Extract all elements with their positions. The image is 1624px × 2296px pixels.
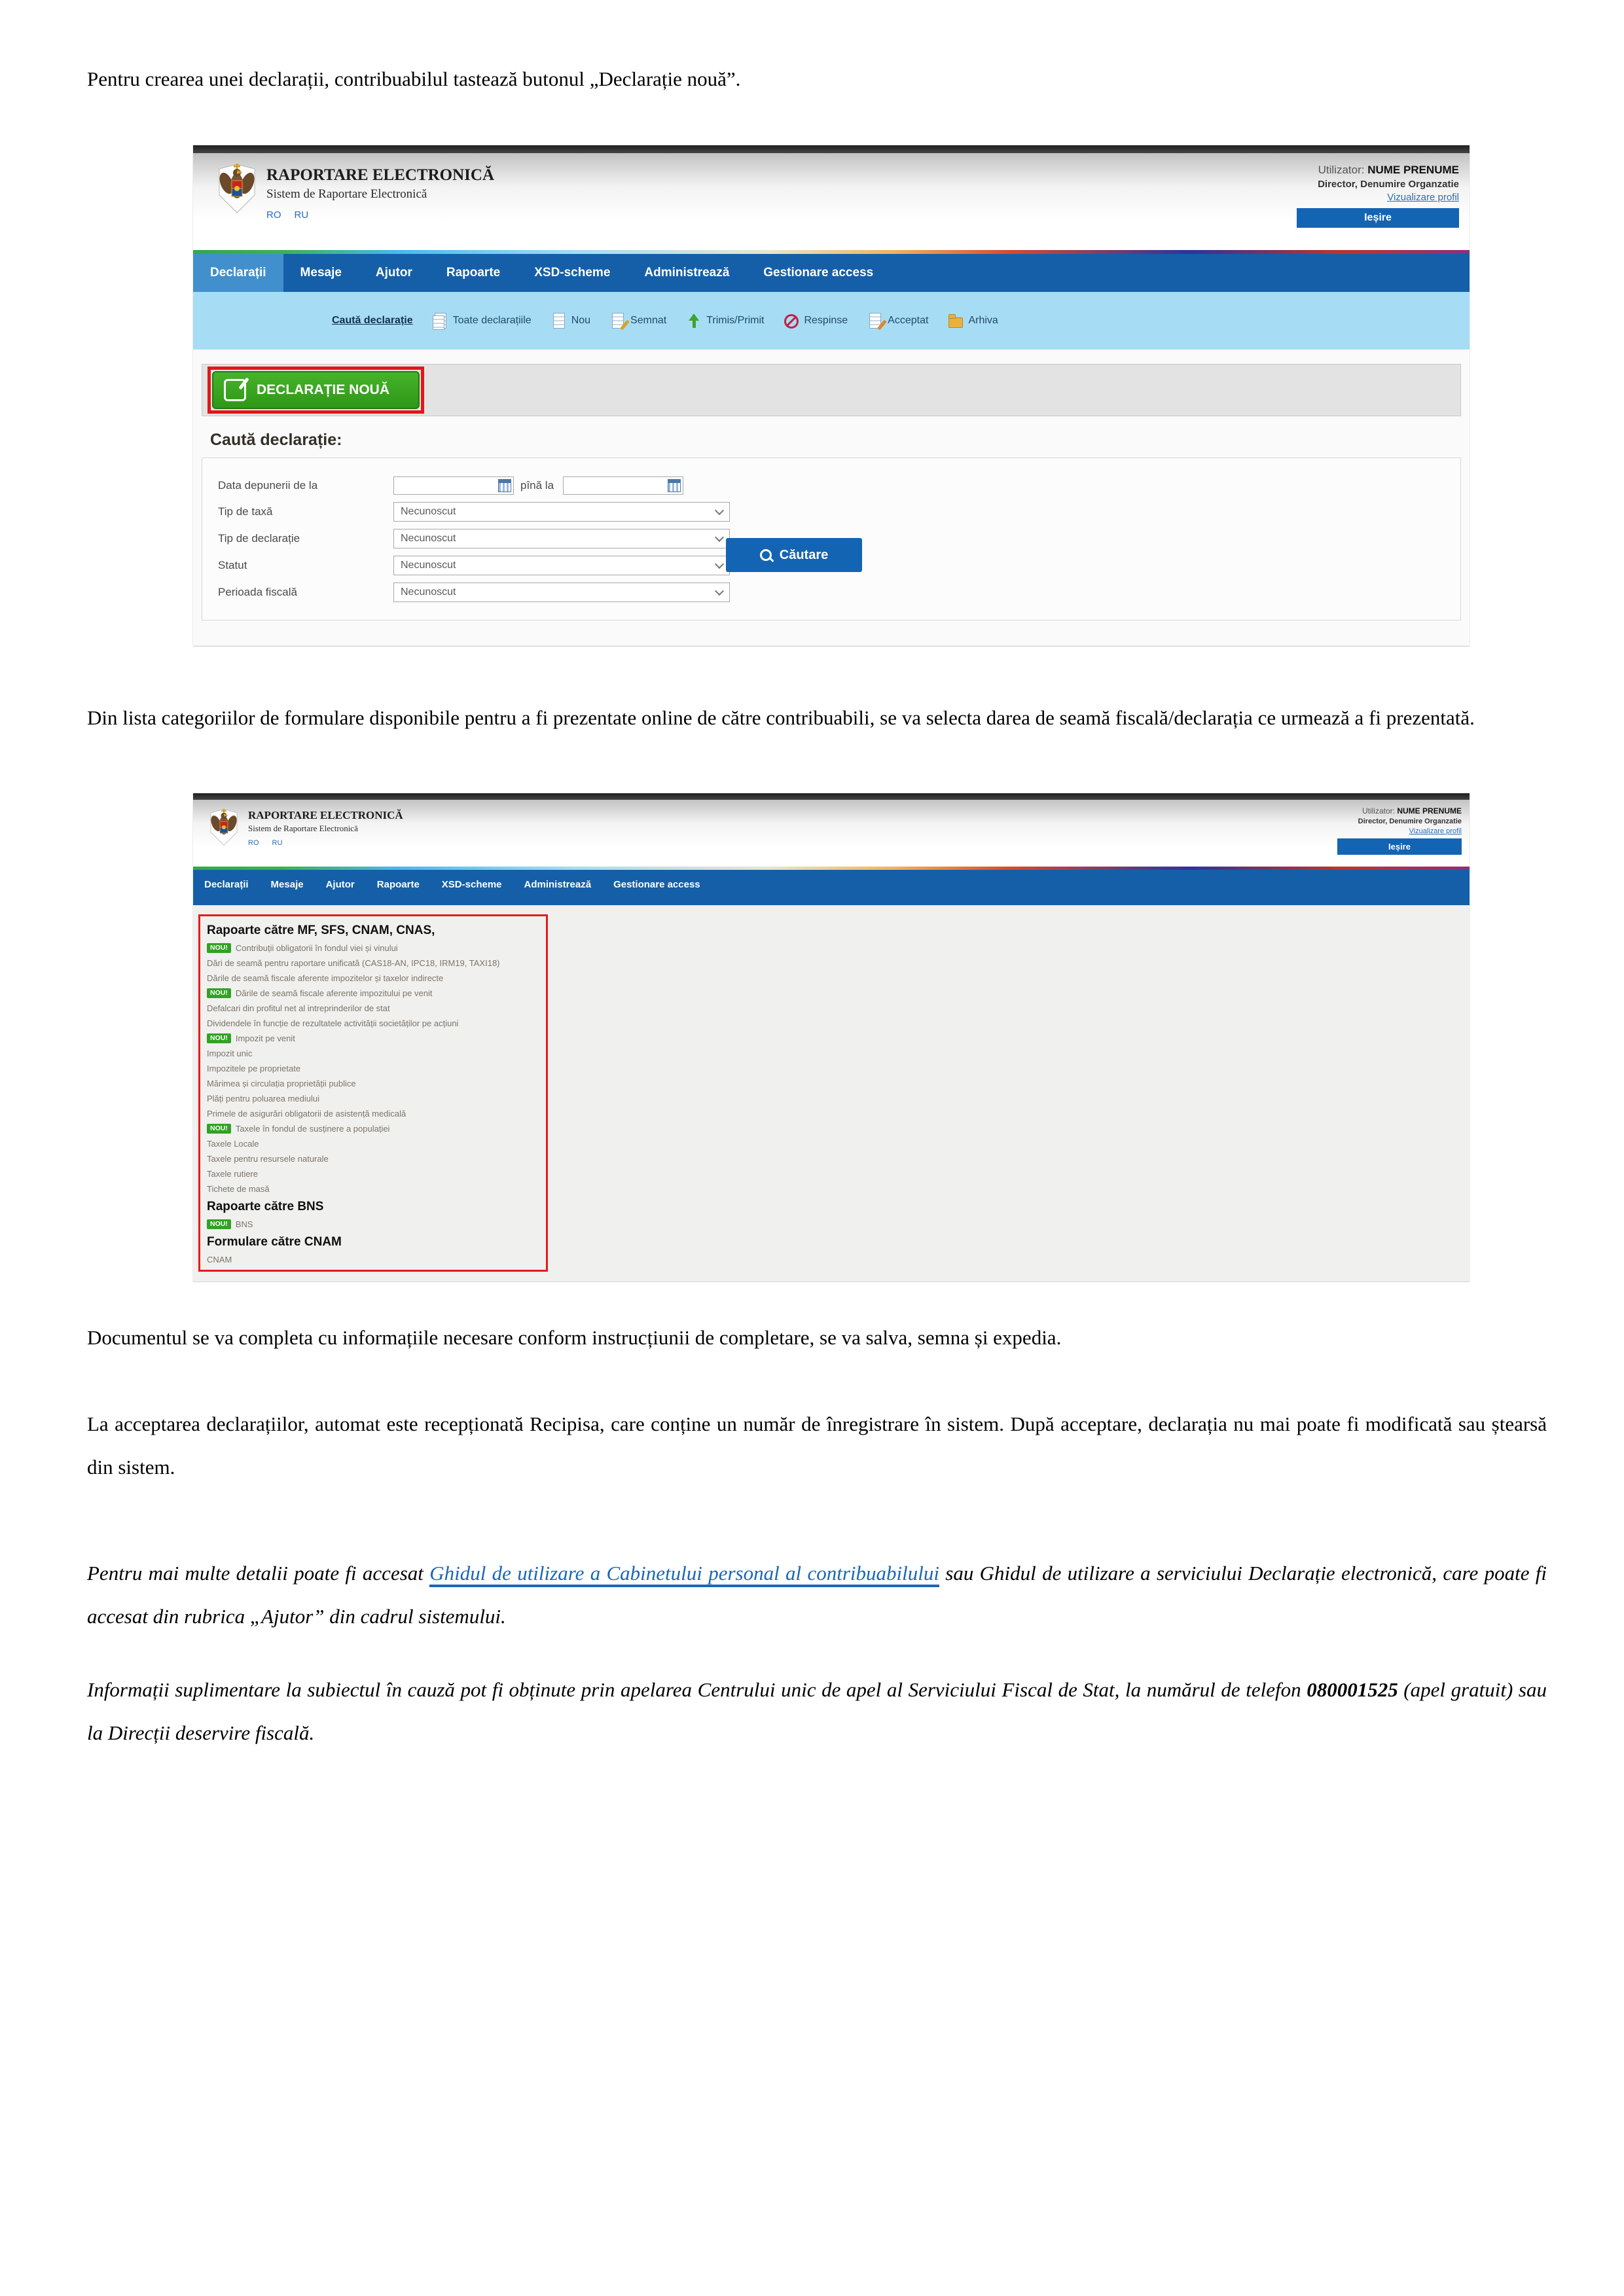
app-subtitle: Sistem de Raportare Electronică <box>248 823 358 833</box>
category-row <box>207 1196 539 1217</box>
category-row <box>207 1076 539 1091</box>
user-info <box>1337 806 1462 855</box>
category-item-label[interactable]: Rapoarte către BNS <box>207 1199 324 1213</box>
toolbar-item-icon <box>433 312 448 330</box>
paragraph-complete-document: Documentul se va completa cu informațiile necesare conform instrucțiunii de completare, se va salva, semna și expedia. <box>87 1326 1062 1349</box>
search-button[interactable] <box>726 538 862 572</box>
toolbar-item-label: Semnat <box>630 315 667 326</box>
toolbar-item[interactable] <box>610 312 666 330</box>
call-center-text-suffix: (apel gratuit) sau la Direcții deservire fiscală. <box>87 1678 1547 1744</box>
nou-badge: NOU! <box>207 1124 231 1134</box>
logout-button[interactable]: Ieșire <box>1297 208 1459 228</box>
toolbar-item[interactable] <box>332 315 413 327</box>
category-row <box>207 941 539 956</box>
search-form-panel <box>202 457 1461 620</box>
nav-item[interactable]: XSD-scheme <box>441 879 502 890</box>
nav-item[interactable]: Gestionare access <box>763 266 874 279</box>
logout-button[interactable]: Ieșire <box>1337 838 1462 855</box>
nou-badge: NOU! <box>207 1033 231 1043</box>
screenshot-category-list <box>193 793 1470 1281</box>
category-row <box>207 1181 539 1196</box>
filter-select-value: Necunoscut <box>401 506 456 517</box>
filter-select-value: Necunoscut <box>401 560 456 571</box>
category-row <box>207 1121 539 1136</box>
category-item-label[interactable]: Taxele Locale <box>207 1139 259 1149</box>
toolbar-item[interactable] <box>551 312 590 330</box>
category-row <box>207 920 539 941</box>
chevron-down-icon <box>715 586 724 596</box>
toolbar-item-icon <box>610 312 626 330</box>
nou-badge: NOU! <box>207 943 231 953</box>
paragraph-category-selection: Din lista categoriilor de formulare disponibile pentru a fi prezentate online de către contribuabili, se va selecta darea de seamă fiscală/declarația ce urmează a fi prezentată. <box>87 706 1475 729</box>
search-button-label: Căutare <box>779 547 829 562</box>
user-label: Utilizator: <box>1362 806 1395 816</box>
filter-label: Tip de taxă <box>218 505 273 518</box>
guides-text-prefix: Pentru mai multe detalii poate fi accesat <box>87 1562 430 1585</box>
guide-link[interactable]: Ghidul de utilizare a Cabinetului personal al contribuabilului <box>429 1562 939 1587</box>
browser-top-strip <box>193 793 1470 800</box>
category-item-label[interactable]: Plăți pentru poluarea mediului <box>207 1094 319 1103</box>
browser-top-strip <box>193 145 1470 153</box>
toolbar-item[interactable] <box>948 312 998 330</box>
category-item-label[interactable]: Tichete de masă <box>207 1184 270 1194</box>
highlight-red-frame <box>208 367 424 414</box>
toolbar-item[interactable] <box>686 312 764 330</box>
toolbar-item[interactable] <box>784 312 848 330</box>
nav-item[interactable]: Rapoarte <box>446 266 501 279</box>
filter-row <box>218 583 1445 602</box>
category-item-label[interactable]: Taxele pentru resursele naturale <box>207 1154 329 1164</box>
category-row <box>207 986 539 1001</box>
user-role: Director, Denumire Organzatie <box>1318 179 1459 190</box>
user-name: NUME PRENUME <box>1397 806 1462 816</box>
user-name: NUME PRENUME <box>1367 164 1459 176</box>
filter-label: Statut <box>218 559 247 571</box>
moldova-coat-of-arms <box>209 808 239 850</box>
category-row <box>207 1106 539 1121</box>
paragraph-intro: Pentru crearea unei declarații, contribuabilul tastează butonul „Declarație nouă”. <box>87 67 741 90</box>
category-item-label[interactable]: Dividendele în funcție de rezultatele activității societăților pe acțiuni <box>207 1018 459 1028</box>
nav-item[interactable]: XSD-scheme <box>534 266 611 279</box>
app-header <box>193 800 1470 867</box>
filter-label: Tip de declarație <box>218 532 300 545</box>
category-item-label[interactable]: Dările de seamă fiscale aferente impozitelor și taxelor indirecte <box>207 973 444 983</box>
app-title: RAPORTARE ELECTRONICĂ <box>266 166 494 184</box>
user-info <box>1297 164 1459 228</box>
main-nav <box>193 870 1470 905</box>
highlight-red-frame <box>198 914 548 1272</box>
category-row <box>207 1061 539 1076</box>
nav-item[interactable]: Mesaje <box>300 266 342 279</box>
category-row <box>207 1016 539 1031</box>
toolbar-item-icon <box>686 312 702 330</box>
category-item-label[interactable]: BNS <box>235 1219 253 1229</box>
category-item-label[interactable]: Impozitele pe proprietate <box>207 1064 301 1073</box>
brand-block <box>248 809 403 847</box>
brand-block <box>266 166 494 221</box>
filter-select[interactable] <box>393 529 730 548</box>
category-item-label[interactable]: CNAM <box>207 1255 232 1265</box>
toolbar-item[interactable] <box>433 312 532 330</box>
category-row <box>207 1046 539 1061</box>
nav-item[interactable]: Administrează <box>524 879 592 890</box>
toolbar-item-icon <box>867 312 883 330</box>
filter-select[interactable] <box>393 502 730 522</box>
moldova-coat-of-arms <box>217 162 257 218</box>
category-item-label[interactable]: Dările de seamă fiscale aferente impozitului pe venit <box>235 988 433 998</box>
lang-ru-link[interactable]: RU <box>294 209 309 221</box>
filter-select[interactable] <box>393 556 730 575</box>
category-row <box>207 1151 539 1166</box>
toolbar-item-label: Toate declarațiile <box>452 315 532 326</box>
toolbar-item-label: Nou <box>571 315 591 326</box>
category-list <box>207 920 539 1267</box>
search-content <box>193 350 1470 645</box>
paragraph-guides <box>87 1552 1547 1638</box>
filter-label: Perioada fiscală <box>218 586 297 598</box>
category-item-label[interactable]: Taxele în fondul de susținere a populației <box>235 1124 390 1134</box>
paragraph-call-center <box>87 1668 1547 1755</box>
chevron-down-icon <box>715 533 724 542</box>
lang-ru-link[interactable]: RU <box>272 839 283 847</box>
nav-item[interactable]: Declarații <box>204 879 249 890</box>
view-profile-link[interactable]: Vizualizare profil <box>1387 192 1459 203</box>
nou-badge: NOU! <box>207 1219 231 1229</box>
date-until-label: pînă la <box>520 479 554 492</box>
lang-ro-link[interactable]: RO <box>266 209 281 221</box>
nav-item[interactable]: Administrează <box>644 266 730 279</box>
new-declaration-label: DECLARAȚIE NOUĂ <box>257 382 389 397</box>
nav-item[interactable]: Declarații <box>193 254 283 292</box>
category-item-label[interactable]: Taxele rutiere <box>207 1169 259 1179</box>
action-bar <box>202 364 1461 416</box>
category-item-label[interactable]: Dări de seamă pentru raportare unificată (CAS18-AN, IPC18, IRM19, TAXI18) <box>207 958 500 968</box>
calendar-icon[interactable] <box>668 479 681 492</box>
date-from-label: Data depunerii de la <box>218 479 318 492</box>
date-to-input[interactable] <box>563 476 683 495</box>
main-nav <box>193 254 1470 292</box>
category-row <box>207 1217 539 1232</box>
category-row <box>207 956 539 971</box>
category-item-label[interactable]: Contribuții obligatorii în fondul viei și vinului <box>235 943 398 953</box>
view-profile-link[interactable]: Vizualizare profil <box>1409 827 1462 835</box>
app-header <box>193 153 1470 250</box>
filter-select[interactable] <box>393 583 730 602</box>
category-row <box>207 1252 539 1267</box>
category-content <box>193 905 1470 1281</box>
toolbar-item-icon <box>948 312 964 330</box>
toolbar-item[interactable] <box>867 312 928 330</box>
nav-item[interactable]: Ajutor <box>325 879 355 890</box>
category-row <box>207 1166 539 1181</box>
date-from-input[interactable] <box>393 476 514 495</box>
language-switcher <box>248 839 403 847</box>
guides-text-suffix: sau Ghidul de utilizare a serviciului Declarație electronică, care poate fi accesat din rubrica „Ajutor” din cadrul sistemului. <box>87 1562 1547 1628</box>
toolbar-item-label: Respinse <box>804 315 848 326</box>
paragraph-recipisa: La acceptarea declarațiilor, automat este recepționată Recipisa, care conține un număr de înregistrare în sistem. După acceptare, declarația nu mai poate fi modificată sau ștearsă din sistem. <box>87 1412 1547 1479</box>
nav-item[interactable]: Ajutor <box>375 266 412 279</box>
category-item-label[interactable]: Primele de asigurări obligatorii de asistență medicală <box>207 1109 406 1119</box>
phone-number: 080001525 <box>1307 1678 1398 1701</box>
category-item-label[interactable]: Impozit pe venit <box>235 1033 295 1043</box>
lang-ro-link[interactable]: RO <box>248 839 259 847</box>
nav-item[interactable]: Mesaje <box>270 879 304 890</box>
nou-badge: NOU! <box>207 988 231 998</box>
user-role: Director, Denumire Organzatie <box>1358 817 1462 825</box>
toolbar-item-label: Trimis/Primit <box>706 315 765 326</box>
filter-row <box>218 502 1445 522</box>
chevron-down-icon <box>715 506 724 515</box>
new-declaration-button[interactable] <box>212 371 420 409</box>
category-item-label[interactable]: Defalcari din profitul net al intreprinderilor de stat <box>207 1003 390 1013</box>
app-subtitle: Sistem de Raportare Electronică <box>266 187 427 201</box>
date-row <box>218 476 1445 495</box>
call-center-text-prefix: Informații suplimentare la subiectul în cauză pot fi obținute prin apelarea Centrului unic de apel al Serviciului Fiscal de Stat, la numărul de telefon <box>87 1678 1307 1701</box>
calendar-icon[interactable] <box>498 479 511 492</box>
nav-item[interactable]: Gestionare access <box>613 879 700 890</box>
nav-item[interactable]: Rapoarte <box>376 879 420 890</box>
filter-select-value: Necunoscut <box>401 533 456 544</box>
toolbar-item-icon <box>784 312 799 330</box>
category-row <box>207 1031 539 1046</box>
category-row <box>207 1001 539 1016</box>
chevron-down-icon <box>715 560 724 569</box>
category-item-label[interactable]: Mărimea și circulația proprietății publice <box>207 1079 356 1088</box>
magnifier-icon <box>760 549 772 561</box>
toolbar-item-label: Acceptat <box>888 315 929 326</box>
category-row <box>207 1232 539 1252</box>
category-row <box>207 1136 539 1151</box>
toolbar-item-icon <box>551 312 567 330</box>
screenshot-search-declaration <box>193 145 1470 645</box>
category-item-label[interactable]: Formulare către CNAM <box>207 1234 342 1249</box>
language-switcher <box>266 209 494 221</box>
category-row <box>207 971 539 986</box>
search-section-title: Caută declarație: <box>210 431 342 449</box>
declarations-toolbar <box>193 292 1470 350</box>
user-label: Utilizator: <box>1318 164 1365 176</box>
app-title: RAPORTARE ELECTRONICĂ <box>248 809 403 821</box>
category-item-label[interactable]: Impozit unic <box>207 1049 253 1058</box>
toolbar-item-label: Arhiva <box>968 315 998 326</box>
filter-select-value: Necunoscut <box>401 586 456 598</box>
toolbar-item-label: Caută declarație <box>332 315 413 326</box>
pencil-icon <box>224 379 246 401</box>
category-row <box>207 1091 539 1106</box>
category-item-label[interactable]: Rapoarte către MF, SFS, CNAM, CNAS, <box>207 923 435 937</box>
